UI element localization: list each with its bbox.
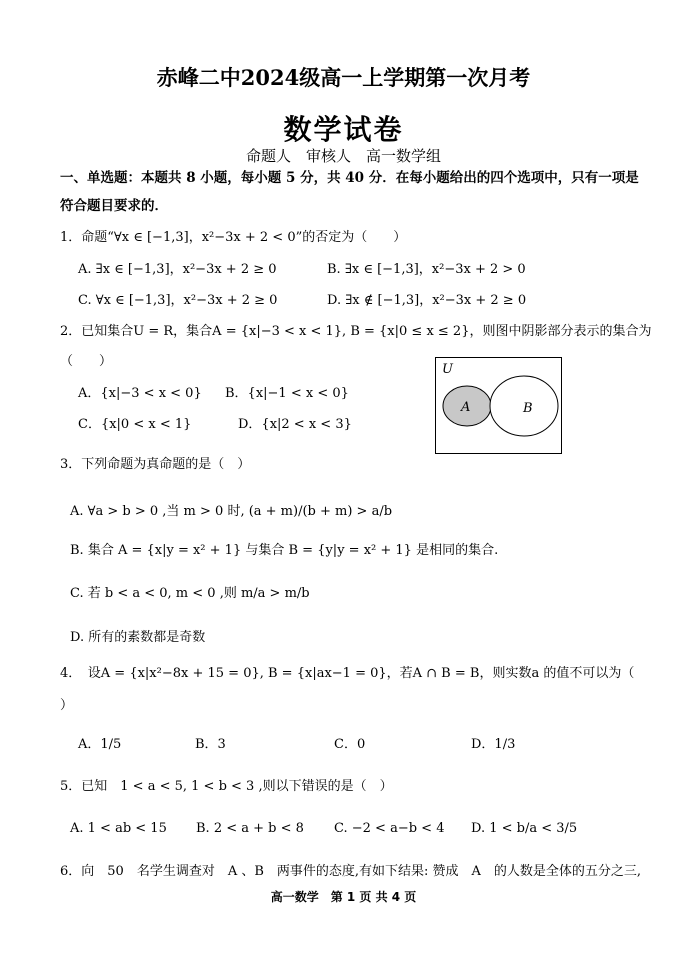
question-3-stem: 3．下列命题为真命题的是（ ） bbox=[60, 457, 251, 472]
question-3-option-d: D. 所有的素数都是奇数 bbox=[70, 630, 206, 645]
question-5-stem: 5．已知 1 < a < 5, 1 < b < 3 ,则以下错误的是（ ） bbox=[60, 779, 393, 794]
question-2-option-c: C．{x|0 < x < 1} bbox=[78, 417, 192, 432]
exam-authors: 命题人 审核人 高一数学组 bbox=[245, 147, 441, 165]
question-4-option-a: A．1/5 bbox=[78, 737, 122, 752]
section-heading-line1: 一、单选题：本题共 8 小题，每小题 5 分，共 40 分．在每小题给出的四个选项中，只有一项是 bbox=[60, 170, 639, 186]
exam-title: 赤峰二中2024级高一上学期第一次月考 bbox=[156, 65, 531, 90]
question-1-stem: 1．命题“∀x ∈ [−1,3]，x²−3x + 2 < 0”的否定为（ ） bbox=[60, 230, 407, 245]
venn-diagram bbox=[435, 357, 563, 455]
question-1-option-c: C. ∀x ∈ [−1,3]，x²−3x + 2 ≥ 0 bbox=[78, 293, 278, 308]
question-2-option-a: A．{x|−3 < x < 0} bbox=[78, 386, 202, 401]
question-4-option-b: B．3 bbox=[195, 737, 226, 752]
venn-label-b: B bbox=[523, 401, 533, 416]
section-heading-line2: 符合题目要求的． bbox=[60, 198, 168, 214]
question-2-stem-line1: 2．已知集合U = R，集合A = {x|−3 < x < 1}, B = {x|0 ≤ x ≤ 2}，则图中阴影部分表示的集合为 bbox=[60, 324, 652, 339]
question-6-stem: 6．向 50 名学生调查对 A 、B 两事件的态度,有如下结果: 赞成 A 的人数是全体的五分之三, bbox=[60, 864, 642, 879]
question-5-option-d: D. 1 < b/a < 3/5 bbox=[471, 821, 578, 836]
page-footer: 高一数学 第 1 页 共 4 页 bbox=[270, 890, 417, 904]
question-5-option-b: B. 2 < a + b < 8 bbox=[196, 821, 304, 836]
question-3-option-a: A. ∀a > b > 0 ,当 m > 0 时, (a + m)/(b + m) > a/b bbox=[70, 504, 393, 519]
question-1-option-a: A. ∃x ∈ [−1,3]，x²−3x + 2 ≥ 0 bbox=[78, 262, 277, 277]
question-3-option-b: B. 集合 A = {x|y = x² + 1} 与集合 B = {y|y = x² + 1} 是相同的集合. bbox=[70, 543, 499, 558]
exam-subject: 数学试卷 bbox=[283, 113, 404, 146]
question-2-option-b: B．{x|−1 < x < 0} bbox=[225, 386, 349, 401]
question-2-stem-line2: （ ） bbox=[60, 354, 113, 369]
question-4-option-c: C．0 bbox=[334, 737, 366, 752]
question-3-option-c: C. 若 b < a < 0, m < 0 ,则 m/a > m/b bbox=[70, 586, 310, 601]
question-1-option-b: B. ∃x ∈ [−1,3]，x²−3x + 2 > 0 bbox=[327, 262, 526, 277]
question-4-stem-line1: 4． 设A = {x|x²−8x + 15 = 0}, B = {x|ax−1 = 0}，若A ∩ B = B，则实数a 的值不可以为（ bbox=[60, 666, 635, 681]
venn-label-a: A bbox=[461, 400, 471, 415]
question-5-option-c: C. −2 < a−b < 4 bbox=[334, 821, 445, 836]
venn-label-u: U bbox=[442, 362, 453, 377]
question-2-option-d: D．{x|2 < x < 3} bbox=[238, 417, 352, 432]
question-5-option-a: A. 1 < ab < 15 bbox=[70, 821, 167, 836]
question-4-option-d: D．1/3 bbox=[471, 737, 516, 752]
question-1-option-d: D. ∃x ∉ [−1,3]，x²−3x + 2 ≥ 0 bbox=[327, 293, 527, 308]
question-4-stem-line2: ） bbox=[60, 698, 74, 713]
